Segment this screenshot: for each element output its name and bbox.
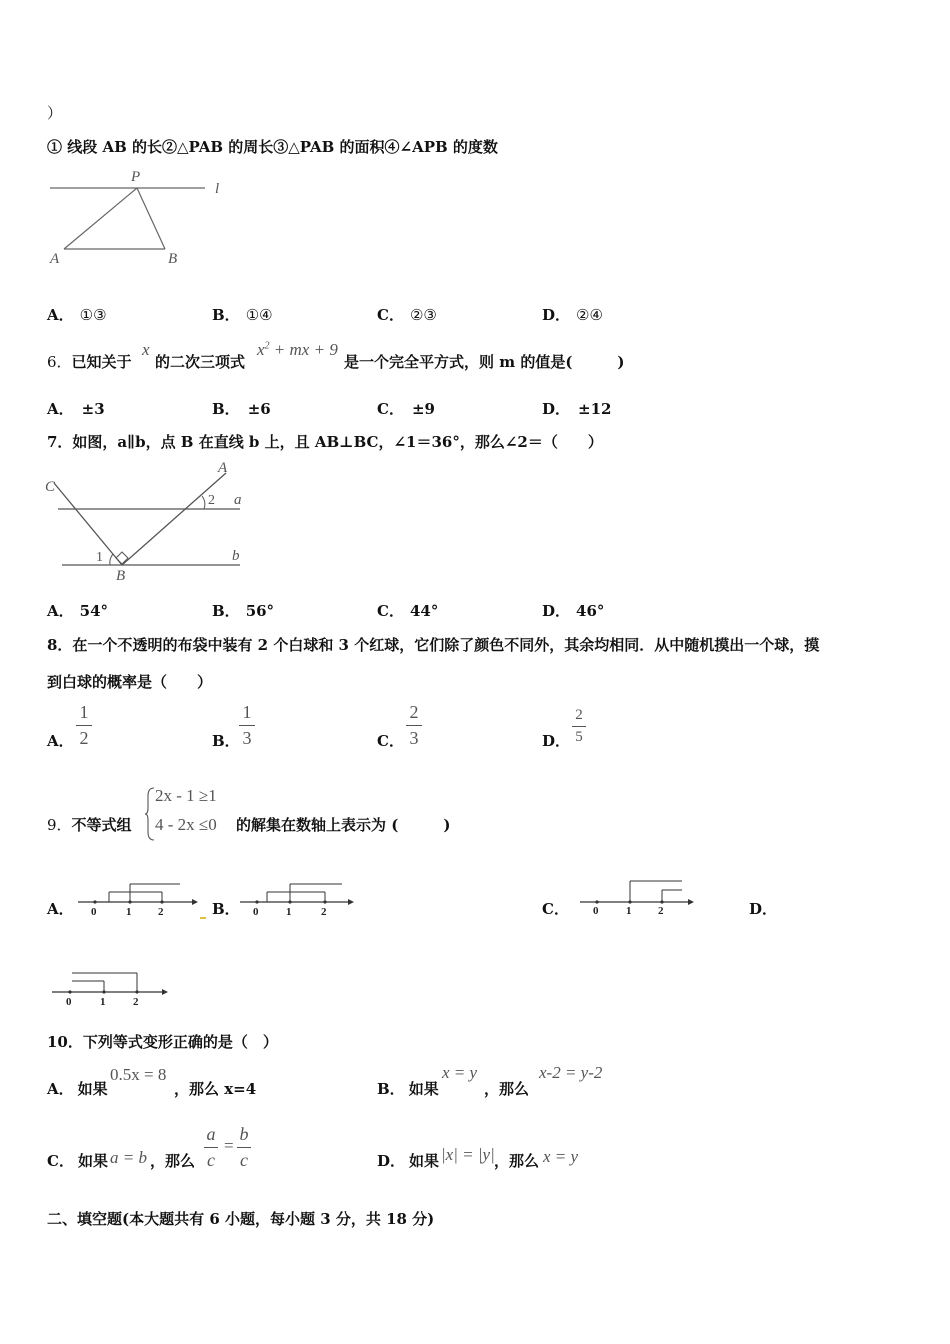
ray-bc <box>54 483 122 565</box>
q7-stem: 7．如图，a∥b，点 B 在直线 b 上，且 AB⊥BC，∠1＝36°，那么∠2＝（ ） <box>47 433 603 451</box>
q8-option-b-fraction: 1 3 <box>239 702 255 749</box>
label-angle-1: 1 <box>96 550 103 565</box>
q9-option-c-numberline <box>576 876 698 922</box>
q10-option-c-equals: = <box>224 1136 234 1155</box>
q5-tail: ） <box>47 104 63 122</box>
q7-option-a[interactable]: A． 54° <box>47 602 109 620</box>
q6-stem: 6．已知关于 <box>47 353 132 371</box>
section-2-heading: 二、填空题(本大题共有 6 小题，每小题 3 分，共 18 分) <box>47 1210 435 1228</box>
q5-option-b[interactable]: B． ①④ <box>212 306 273 324</box>
q8-option-c-fraction: 2 3 <box>406 702 422 749</box>
svg-text:0: 0 <box>593 905 599 917</box>
q9-option-a-label[interactable]: A． <box>47 900 74 918</box>
label-line-b: b <box>232 548 240 564</box>
q6-expression: $x^2$ + mx + 9 <box>257 340 338 359</box>
label-p: P <box>131 169 141 185</box>
q6-option-c[interactable]: C． ±9 <box>377 400 435 418</box>
q10-option-c[interactable]: C． 如果 <box>47 1152 108 1170</box>
q5-figure <box>40 165 240 270</box>
q8-option-c-label[interactable]: C． <box>377 732 404 750</box>
q8-option-a-fraction: 1 2 <box>76 702 92 749</box>
q10-option-b[interactable]: B． 如果 <box>377 1080 439 1098</box>
q5-items: ① 线段 AB 的长②△PAB 的周长③△PAB 的面积④∠APB 的度数 <box>47 138 498 156</box>
q9-option-c-label[interactable]: C． <box>542 900 569 918</box>
q7-option-c[interactable]: C． 44° <box>377 602 439 620</box>
q6-post: 是一个完全平方式，则 m 的值是( ) <box>344 353 625 371</box>
q10-option-c-fraction-a: a c <box>204 1124 218 1171</box>
q10-stem: 10．下列等式变形正确的是（ ） <box>47 1033 278 1051</box>
q6-option-b[interactable]: B． ±6 <box>212 400 271 418</box>
svg-text:1: 1 <box>126 906 132 918</box>
label-b-point: B <box>116 568 126 583</box>
label-a: A <box>50 251 60 267</box>
q8-option-a-label[interactable]: A． <box>47 732 74 750</box>
q10-option-a-post: ，那么 x=4 <box>174 1080 257 1098</box>
q10-option-c-mid: ，那么 <box>150 1152 196 1170</box>
svg-text:0: 0 <box>66 996 72 1008</box>
svg-text:1: 1 <box>286 906 292 918</box>
svg-text:0: 0 <box>91 906 97 918</box>
q7-option-b[interactable]: B． 56° <box>212 602 275 620</box>
segment-pa <box>64 188 137 249</box>
q10-option-b-mid: ，那么 <box>484 1080 530 1098</box>
q10-option-a[interactable]: A． 如果 <box>47 1080 108 1098</box>
svg-text:2: 2 <box>658 905 664 917</box>
q6-option-d[interactable]: D． ±12 <box>542 400 612 418</box>
q9-option-d-label[interactable]: D． <box>749 900 778 918</box>
angle-1-arc <box>110 554 113 565</box>
q10-option-c-expr: a = b <box>110 1148 147 1167</box>
svg-text:2: 2 <box>158 906 164 918</box>
q5-option-d[interactable]: D． ②④ <box>542 306 603 324</box>
label-line-a: a <box>234 492 242 508</box>
q8-option-d-fraction: 2 5 <box>572 707 586 746</box>
q10-option-b-expr: x = y <box>442 1063 478 1082</box>
q6-var: x <box>142 340 150 359</box>
marker-dash <box>200 917 206 919</box>
q6-mid: 的二次三项式 <box>155 353 246 371</box>
q9-option-b-label[interactable]: B． <box>212 900 240 918</box>
q7-option-d[interactable]: D． 46° <box>542 602 605 620</box>
q7-figure <box>40 458 260 583</box>
q9-option-a-numberline <box>74 878 200 924</box>
q5-option-c[interactable]: C． ②③ <box>377 306 437 324</box>
svg-text:2: 2 <box>321 906 327 918</box>
label-angle-2: 2 <box>208 493 215 508</box>
ray-ba <box>122 473 226 565</box>
q10-option-d-mid: ，那么 <box>494 1152 540 1170</box>
label-b: B <box>168 251 178 267</box>
q5-option-a[interactable]: A． ①③ <box>47 306 107 324</box>
q8-stem-line1: 8．在一个不透明的布袋中装有 2 个白球和 3 个红球，它们除了颜色不同外，其余均相同．从中随机摸出一个球，摸 <box>47 636 820 654</box>
svg-text:2: 2 <box>133 996 139 1008</box>
q9-inequality-1: 2x - 1 ≥1 <box>155 786 217 805</box>
q9-option-b-numberline <box>236 878 358 924</box>
q9-option-d-numberline <box>48 966 174 1010</box>
svg-text:0: 0 <box>253 906 259 918</box>
q10-option-a-expr: 0.5x = 8 <box>110 1065 167 1084</box>
svg-text:1: 1 <box>100 996 106 1008</box>
label-a-point: A <box>218 460 228 476</box>
label-c: C <box>45 479 56 495</box>
q10-option-c-fraction-b: b c <box>237 1124 251 1171</box>
q6-option-a[interactable]: A． ±3 <box>47 400 105 418</box>
q9-inequality-2: 4 - 2x ≤0 <box>155 815 217 834</box>
q10-option-d-expr: |x| = |y| <box>441 1145 495 1164</box>
q8-option-d-label[interactable]: D． <box>542 732 571 750</box>
q8-stem-line2: 到白球的概率是（ ） <box>47 673 213 691</box>
q10-option-d-expr2: x = y <box>543 1147 579 1166</box>
right-angle-mark <box>116 552 128 564</box>
q10-option-b-expr2: x-2 = y-2 <box>539 1063 603 1082</box>
q9-post: 的解集在数轴上表示为 ( ) <box>236 816 451 834</box>
angle-2-arc <box>202 496 205 509</box>
q10-option-d[interactable]: D． 如果 <box>377 1152 440 1170</box>
svg-text:1: 1 <box>626 905 632 917</box>
label-l: l <box>215 181 220 197</box>
q9-stem: 9．不等式组 <box>47 816 132 834</box>
segment-pb <box>137 188 165 249</box>
q8-option-b-label[interactable]: B． <box>212 732 240 750</box>
